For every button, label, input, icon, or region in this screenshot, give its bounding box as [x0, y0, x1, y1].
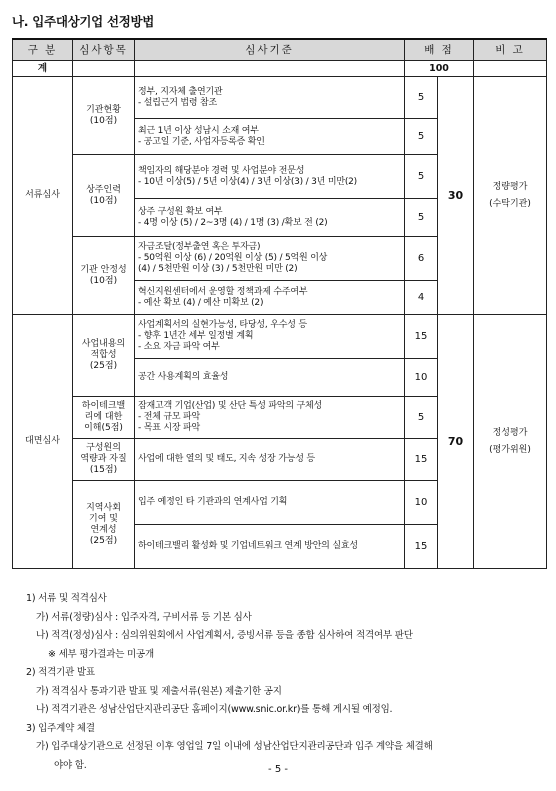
item-cell	[73, 439, 135, 481]
criteria-cell	[135, 155, 405, 199]
criteria-line: 공간 사용계획의 효율성	[138, 372, 229, 382]
criteria-cell	[135, 481, 405, 525]
criteria-line: - 4명 이상 (5) / 2~3명 (4) / 1명 (3) /확보 전 (2)	[138, 217, 328, 228]
subtotal-cell: 30	[438, 77, 474, 315]
item-line: 기여 및	[89, 513, 118, 524]
score-cell: 4	[405, 281, 438, 315]
criteria-line: 입주 예정인 타 기관과의 연계사업 기획	[138, 497, 288, 507]
criteria-line: - 예산 확보 (4) / 예산 미확보 (2)	[138, 297, 264, 308]
item-line: 이해(5점)	[84, 423, 123, 433]
item-cell	[73, 237, 135, 315]
section-title: 나. 입주대상기업 선정방법	[12, 14, 155, 29]
criteria-cell	[135, 199, 405, 237]
criteria-line: 사업에 대한 열의 및 태도, 지속 성장 가능성 등	[138, 454, 315, 464]
item-line: 상주인력	[86, 184, 121, 195]
header-score: 배 점	[405, 39, 474, 61]
header-note: 비 고	[474, 39, 547, 61]
score-cell: 5	[405, 77, 438, 119]
total-score: 100	[405, 61, 474, 77]
item-line: 하이테크밸	[81, 401, 126, 411]
score-cell: 5	[405, 199, 438, 237]
item-cell	[73, 155, 135, 237]
criteria-cell	[135, 119, 405, 155]
score-cell: 15	[405, 439, 438, 481]
criteria-cell	[135, 359, 405, 397]
criteria-line: 잠재고객 기업(산업) 및 산단 특성 파악의 구체성	[138, 401, 322, 411]
item-cell	[73, 397, 135, 439]
score-cell: 10	[405, 481, 438, 525]
item-line: (10점)	[89, 115, 118, 126]
score-cell: 15	[405, 315, 438, 359]
note-line: 가) 적격심사 통과기관 발표 및 제출서류(원본) 제출기한 공지	[36, 685, 282, 697]
criteria-cell	[135, 77, 405, 119]
note-line: (수탁기관)	[489, 198, 531, 209]
score-cell: 5	[405, 397, 438, 439]
item-line: 연계성	[90, 524, 117, 535]
note-line: 2) 적격기관 발표	[26, 667, 95, 678]
criteria-line: - 소요 자금 파악 여부	[138, 342, 220, 352]
criteria-cell	[135, 281, 405, 315]
note-line: 야야 함.	[54, 759, 87, 771]
criteria-line: - 50억원 이상 (6) / 20억원 이상 (5) / 5억원 이상	[138, 253, 328, 263]
note-line: 1) 서류 및 적격심사	[26, 593, 107, 604]
criteria-line: 책임자의 해당분야 경력 및 사업분야 전문성	[138, 165, 305, 176]
criteria-line: - 설립근거 법령 참조	[138, 97, 217, 108]
criteria-line: 사업계획서의 실현가능성, 타당성, 우수성 등	[138, 320, 307, 330]
evaluation-table	[12, 38, 547, 569]
criteria-line: - 10년 이상(5) / 5년 이상(4) / 3년 이상(3) / 3년 미만(2)	[138, 176, 357, 187]
criteria-line: - 전체 규모 파악	[138, 412, 200, 422]
note-line: 가) 서류(정량)심사 : 입주자격, 구비서류 등 기본 심사	[36, 611, 252, 623]
note-cell	[474, 315, 547, 569]
item-cell	[73, 315, 135, 397]
note-line: 정량평가	[492, 181, 528, 192]
notes-section	[26, 590, 536, 775]
table-row	[13, 77, 547, 119]
category-cell: 서류심사	[13, 77, 73, 315]
total-label: 계	[13, 61, 73, 77]
page-number: - 5 -	[268, 764, 288, 775]
item-line: 기관현황	[86, 104, 121, 115]
note-line: 가) 입주대상기관으로 선정된 이후 영업일 7일 이내에 성남산업단지관리공단과 입주 계약을 체결해	[36, 741, 433, 752]
item-line: (25점)	[89, 361, 118, 371]
item-line: 적합성	[90, 350, 117, 360]
criteria-line: - 공고일 기준, 사업자등록증 확인	[138, 136, 265, 147]
item-line: 지역사회	[86, 502, 121, 513]
note-line: ※ 세부 평가결과는 미공개	[48, 648, 154, 660]
item-line: 구성원의	[86, 443, 121, 453]
score-cell: 5	[405, 119, 438, 155]
note-line: 3) 입주계약 체결	[26, 722, 95, 734]
item-line: (10점)	[89, 275, 118, 286]
subtotal-cell: 70	[438, 315, 474, 569]
item-line: 사업내용의	[81, 339, 126, 349]
criteria-line: 최근 1년 이상 성남시 소재 여부	[138, 125, 259, 136]
criteria-line: 하이테크밸리 활성화 및 기업네트워크 연계 방안의 실효성	[138, 541, 358, 551]
score-cell: 6	[405, 237, 438, 281]
item-cell	[73, 77, 135, 155]
criteria-line: (4) / 5천만원 이상 (3) / 5천만원 미만 (2)	[138, 264, 298, 274]
score-cell: 10	[405, 359, 438, 397]
header-criteria: 심사기준	[135, 39, 405, 61]
note-line: 정성평가	[492, 427, 528, 438]
score-cell: 5	[405, 155, 438, 199]
criteria-cell	[135, 439, 405, 481]
criteria-line: 상주 구성원 확보 여부	[138, 206, 223, 217]
item-line: (15점)	[89, 465, 118, 475]
criteria-line: - 향후 1년간 세부 일정별 계획	[138, 331, 254, 341]
note-line: 나) 적격(정성)심사 : 심의위원회에서 사업계획서, 증빙서류 등을 종합 심사하여 적격여부 판단	[36, 630, 413, 641]
criteria-line: 정부, 지자체 출연기관	[138, 86, 223, 97]
total-row	[13, 61, 547, 77]
score-cell: 15	[405, 525, 438, 569]
item-line: 리에 대한	[84, 412, 123, 422]
criteria-line: - 목표 시장 파악	[138, 423, 200, 433]
criteria-cell	[135, 397, 405, 439]
note-line: 나) 적격기관은 성남산업단지관리공단 홈페이지(www.snic.or.kr)를 통해 게시될 예정임.	[36, 704, 393, 715]
criteria-cell	[135, 315, 405, 359]
criteria-line: 자금조달(정부출연 혹은 투자금)	[138, 242, 261, 252]
item-line: (10점)	[89, 195, 118, 206]
header-category: 구 분	[13, 39, 73, 61]
category-cell: 대면심사	[13, 315, 73, 569]
criteria-line: 혁신지원센터에서 운영할 정책과제 수주여부	[138, 286, 308, 297]
criteria-cell	[135, 237, 405, 281]
table-row	[13, 315, 547, 359]
note-cell	[474, 77, 547, 315]
item-cell	[73, 481, 135, 569]
item-line: 역량과 자질	[80, 454, 127, 464]
item-line: 기관 안정성	[80, 264, 127, 275]
item-line: (25점)	[89, 535, 118, 546]
note-line: (평가위원)	[489, 444, 531, 455]
table-header-row	[13, 39, 547, 61]
header-item: 심사항목	[73, 39, 135, 61]
criteria-cell	[135, 525, 405, 569]
